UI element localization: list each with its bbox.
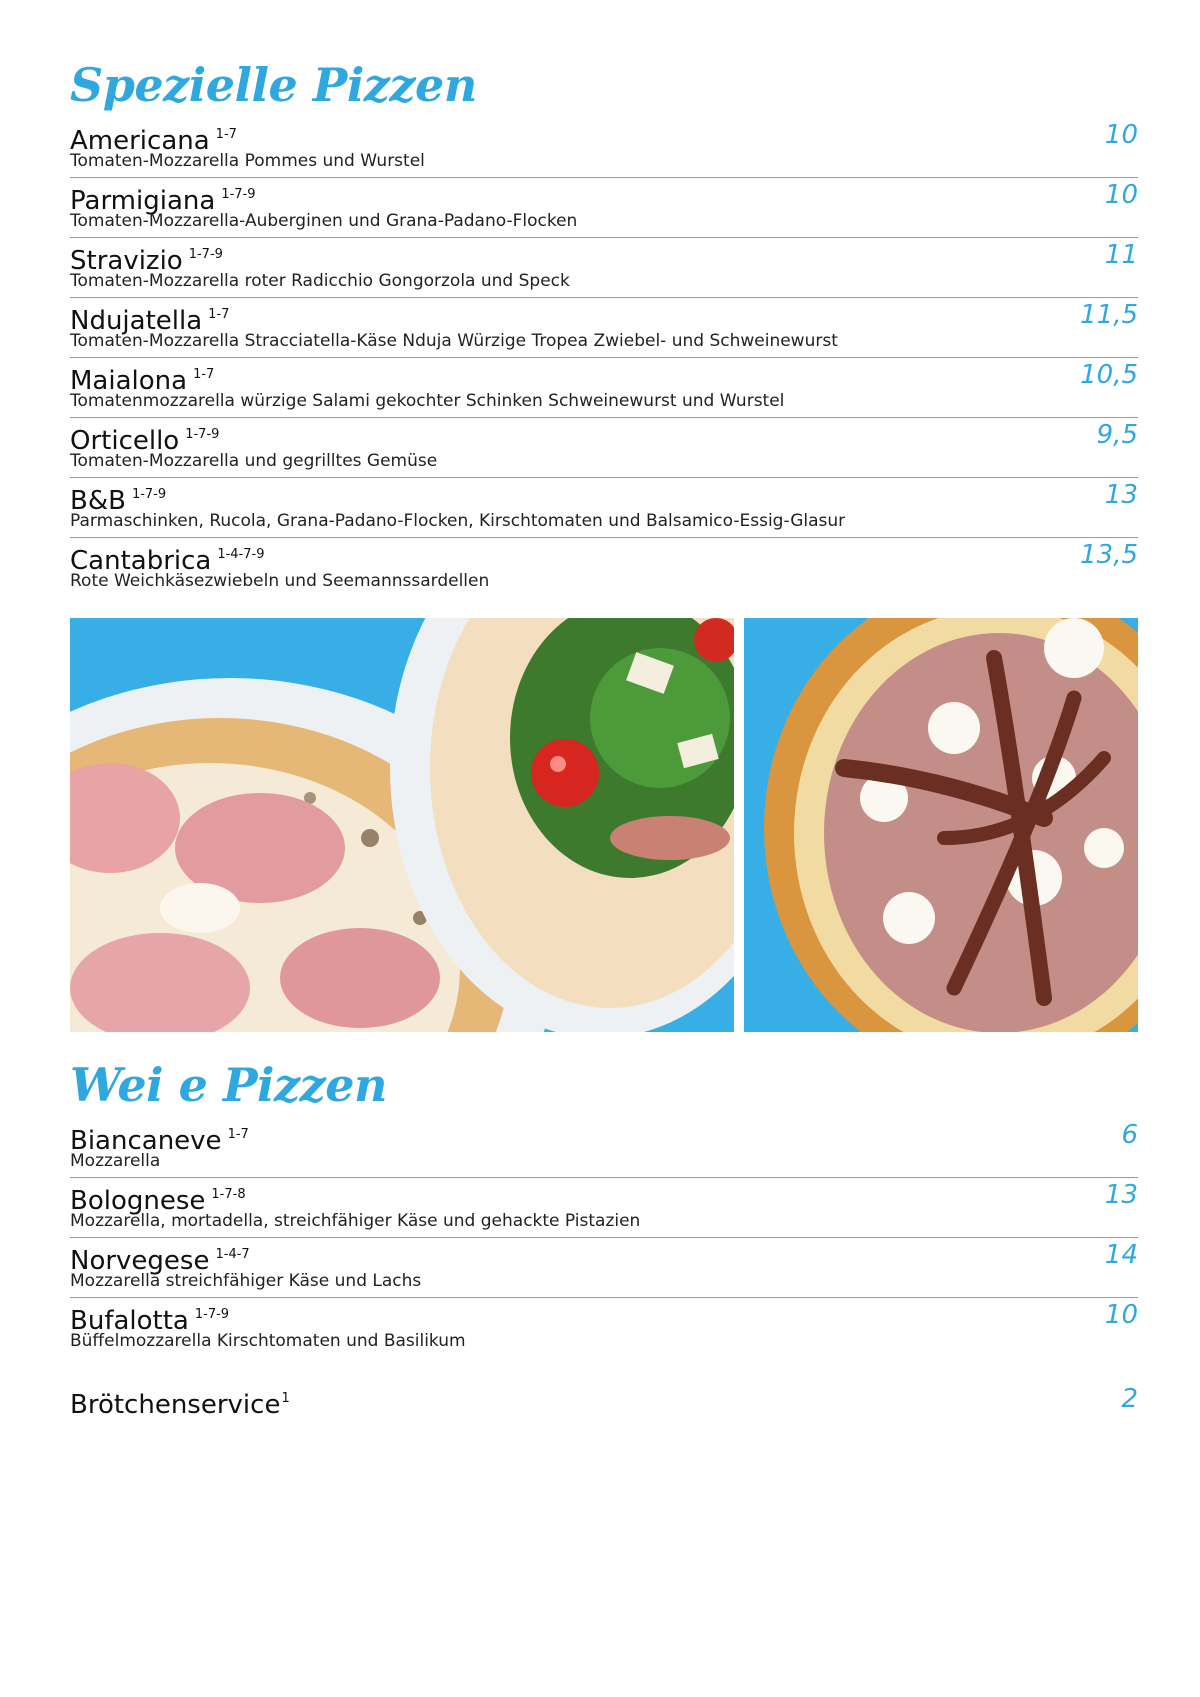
menu-item-allergens: 1-7 <box>193 367 215 382</box>
menu-item-allergens: 1-7-9 <box>131 487 167 502</box>
menu-item-description: Büffelmozzarella Kirschtomaten und Basilikum <box>70 1331 466 1351</box>
menu-item-price: 10 <box>1104 120 1138 150</box>
menu-item <box>70 1238 1138 1298</box>
menu-item-description: Tomaten-Mozzarella Pommes und Wurstel <box>70 151 425 171</box>
extra-item-label: Brötchenservice <box>70 1390 281 1420</box>
menu-item <box>70 298 1138 358</box>
menu-item-allergens: 1-7-9 <box>185 427 220 442</box>
menu-item-price: 13 <box>1104 480 1138 510</box>
menu-item-allergens: 1-7 <box>227 1127 249 1142</box>
menu-item-price: 10 <box>1104 180 1138 210</box>
menu-item-allergens: 1-4-7 <box>215 1247 250 1262</box>
menu-item-label: B&B <box>70 486 126 516</box>
menu-item-label: Bolognese <box>70 1186 206 1216</box>
menu-item-description: Mozzarella, mortadella, streichfähiger Käse und gehackte Pistazien <box>70 1211 641 1231</box>
menu-item-price: 10 <box>1104 1300 1138 1330</box>
menu-list-white <box>70 1118 1138 1358</box>
menu-item-allergens: 1-4-7-9 <box>217 547 265 562</box>
menu-item-description: Mozzarella <box>70 1151 161 1171</box>
menu-item-label: Orticello <box>70 426 180 456</box>
menu-item-label: Ndujatella <box>70 306 203 336</box>
extra-item-bread-service <box>70 1384 1138 1424</box>
menu-item-price: 10,5 <box>1080 360 1138 390</box>
menu-item-allergens: 1-7-9 <box>221 187 256 202</box>
menu-item <box>70 538 1138 598</box>
menu-item <box>70 1118 1138 1178</box>
extra-item-allergens: 1 <box>281 1391 290 1406</box>
menu-item-description: Tomaten-Mozzarella roter Radicchio Gongorzola und Speck <box>70 271 570 291</box>
menu-item-label: Norvegese <box>70 1246 210 1276</box>
menu-item-price: 14 <box>1104 1240 1138 1270</box>
menu-item-allergens: 1-7-9 <box>194 1307 230 1322</box>
menu-item <box>70 1178 1138 1238</box>
menu-item <box>70 238 1138 298</box>
menu-item <box>70 118 1138 178</box>
photo-pizzas-mortadella-and-rucola <box>70 618 734 1032</box>
menu-item-description: Parmaschinken, Rucola, Grana-Padano-Flocken, Kirschtomaten und Balsamico-Essig-Glasur <box>70 511 846 531</box>
menu-item-label: Americana <box>70 126 210 156</box>
menu-item-label: Bufalotta <box>70 1306 189 1336</box>
menu-item-description: Tomaten-Mozzarella und gegrilltes Gemüse <box>70 451 438 471</box>
menu-item-price: 11,5 <box>1080 300 1138 330</box>
section-title-white-pizzas: Wei e Pizzen <box>70 1058 387 1112</box>
menu-item-allergens: 1-7-9 <box>188 247 223 262</box>
menu-item-price: 13 <box>1104 1180 1138 1210</box>
menu-item <box>70 1298 1138 1358</box>
menu-item-price: 13,5 <box>1080 540 1138 570</box>
menu-item-allergens: 1-7-8 <box>211 1187 246 1202</box>
menu-item-allergens: 1-7 <box>215 127 237 142</box>
photo-pizza-cantabrica <box>744 618 1138 1032</box>
menu-item-label: Biancaneve <box>70 1126 222 1156</box>
pizza-photo-left-graphic <box>70 618 734 1032</box>
menu-list-special <box>70 118 1138 598</box>
menu-item-description: Tomatenmozzarella würzige Salami gekochter Schinken Schweinewurst und Wurstel <box>70 391 785 411</box>
menu-item-label: Stravizio <box>70 246 183 276</box>
menu-item-label: Parmigiana <box>70 186 216 216</box>
menu-item <box>70 418 1138 478</box>
menu-item <box>70 478 1138 538</box>
menu-item-description: Tomaten-Mozzarella Stracciatella-Käse Nduja Würzige Tropea Zwiebel- und Schweinewurst <box>70 331 838 351</box>
menu-item-price: 6 <box>1121 1120 1138 1150</box>
menu-item-description: Tomaten-Mozzarella-Auberginen und Grana-Padano-Flocken <box>70 211 578 231</box>
menu-item-description: Mozzarella streichfähiger Käse und Lachs <box>70 1271 422 1291</box>
menu-item-description: Rote Weichkäsezwiebeln und Seemannssardellen <box>70 571 490 591</box>
menu-item <box>70 358 1138 418</box>
extra-item-name <box>70 1384 290 1420</box>
menu-item-price: 9,5 <box>1096 420 1138 450</box>
extra-item-price: 2 <box>1121 1384 1138 1414</box>
menu-item-allergens: 1-7 <box>208 307 230 322</box>
menu-item-price: 11 <box>1104 240 1138 270</box>
section-title-special-pizzas: Spezielle Pizzen <box>70 58 477 112</box>
menu-item-label: Maialona <box>70 366 188 396</box>
menu-item <box>70 178 1138 238</box>
pizza-photo-right-graphic <box>744 618 1138 1032</box>
menu-item-label: Cantabrica <box>70 546 212 576</box>
